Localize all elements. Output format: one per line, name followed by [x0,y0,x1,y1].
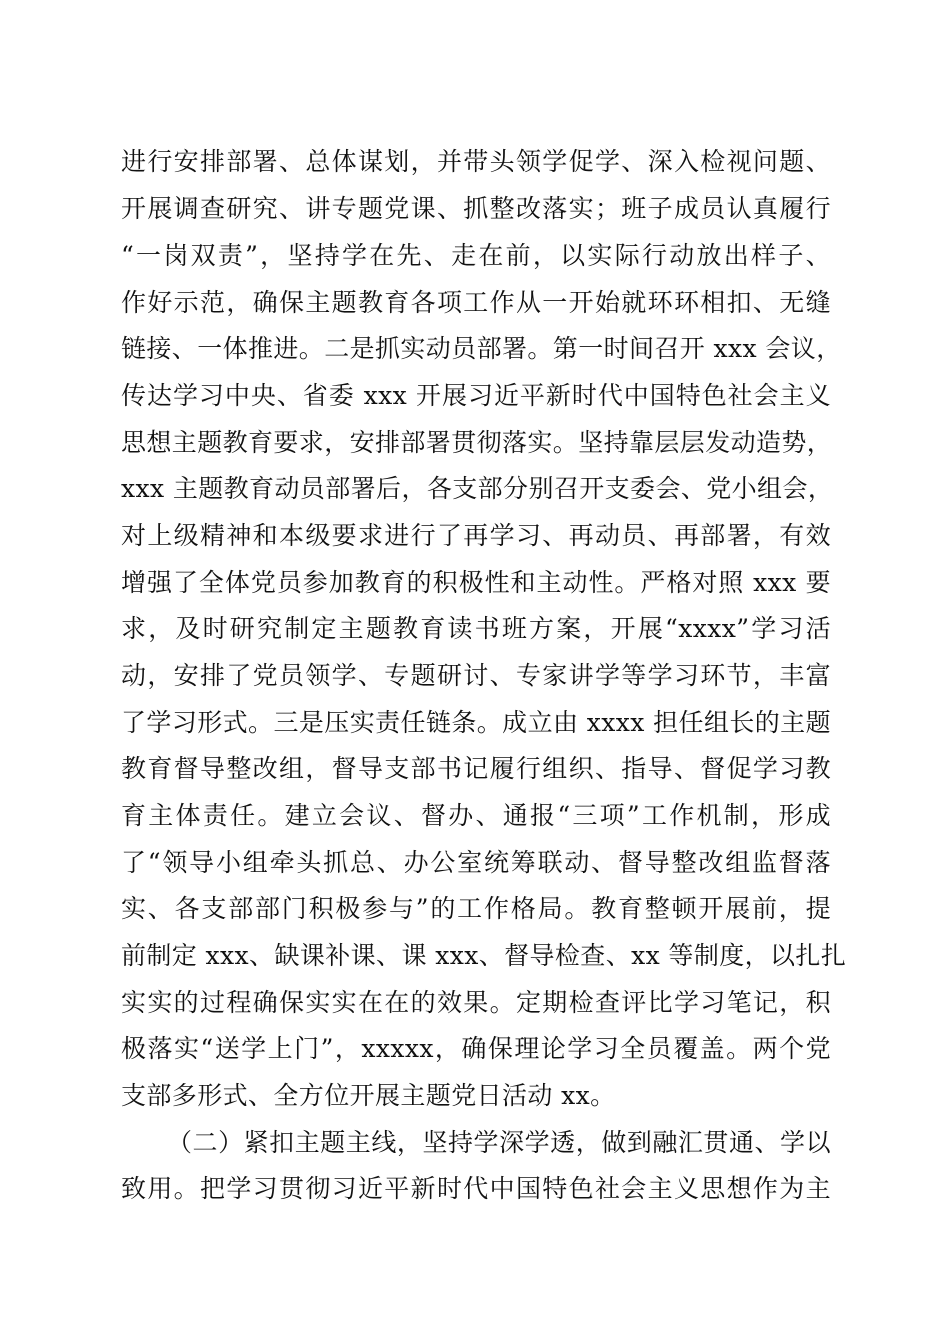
text-line: 作好示范，确保主题教育各项工作从一开始就环环相扣、无缝 [121,288,831,317]
text-line: 前制定 xxx、缺课补课、课 xxx、督导检查、xx 等制度，以扎扎 [121,941,847,970]
text-line: 动，安排了党员领学、专题研讨、专家讲学等学习环节，丰富 [121,661,831,690]
text-line: 进行安排部署、总体谋划，并带头领学促学、深入检视问题、 [121,147,831,176]
section-heading-line: （二）紧扣主题主线，坚持学深学透，做到融汇贯通、学以 [167,1128,831,1157]
text-line: xxx 主题教育动员部署后，各支部分别召开支委会、党小组会， [121,474,834,503]
text-line: 支部多形式、全方位开展主题党日活动 xx。 [121,1081,616,1110]
text-line: 求，及时研究制定主题教育读书班方案，开展“xxxx”学习活 [121,614,831,643]
text-line: 了学习形式。三是压实责任链条。成立由 xxxx 担任组长的主题 [121,708,831,737]
text-line: 实、各支部部门积极参与”的工作格局。教育整顿开展前，提 [121,894,831,923]
text-line: 开展调查研究、讲专题党课、抓整改落实；班子成员认真履行 [121,194,831,223]
text-line: 增强了全体党员参加教育的积极性和主动性。严格对照 xxx 要 [121,568,831,597]
text-line: 了“领导小组牵头抓总、办公室统筹联动、督导整改组监督落 [121,848,831,877]
text-line: 育主体责任。建立会议、督办、通报“三项”工作机制，形成 [121,801,831,830]
text-line: 对上级精神和本级要求进行了再学习、再动员、再部署，有效 [121,521,831,550]
text-line: 实实的过程确保实实在在的效果。定期检查评比学习笔记，积 [121,988,831,1017]
text-line: 思想主题教育要求，安排部署贯彻落实。坚持靠层层发动造势， [121,428,833,457]
text-line: 链接、一体推进。二是抓实动员部署。第一时间召开 xxx 会议， [121,334,842,363]
text-line: 致用。把学习贯彻习近平新时代中国特色社会主义思想作为主 [121,1174,831,1203]
text-line: 教育督导整改组，督导支部书记履行组织、指导、督促学习教 [121,754,831,783]
text-line: “一岗双责”，坚持学在先、走在前，以实际行动放出样子、 [121,241,831,270]
text-line: 极落实“送学上门”，xxxxx，确保理论学习全员覆盖。两个党 [121,1034,831,1063]
text-line: 传达学习中央、省委 xxx 开展习近平新时代中国特色社会主义 [121,381,831,410]
